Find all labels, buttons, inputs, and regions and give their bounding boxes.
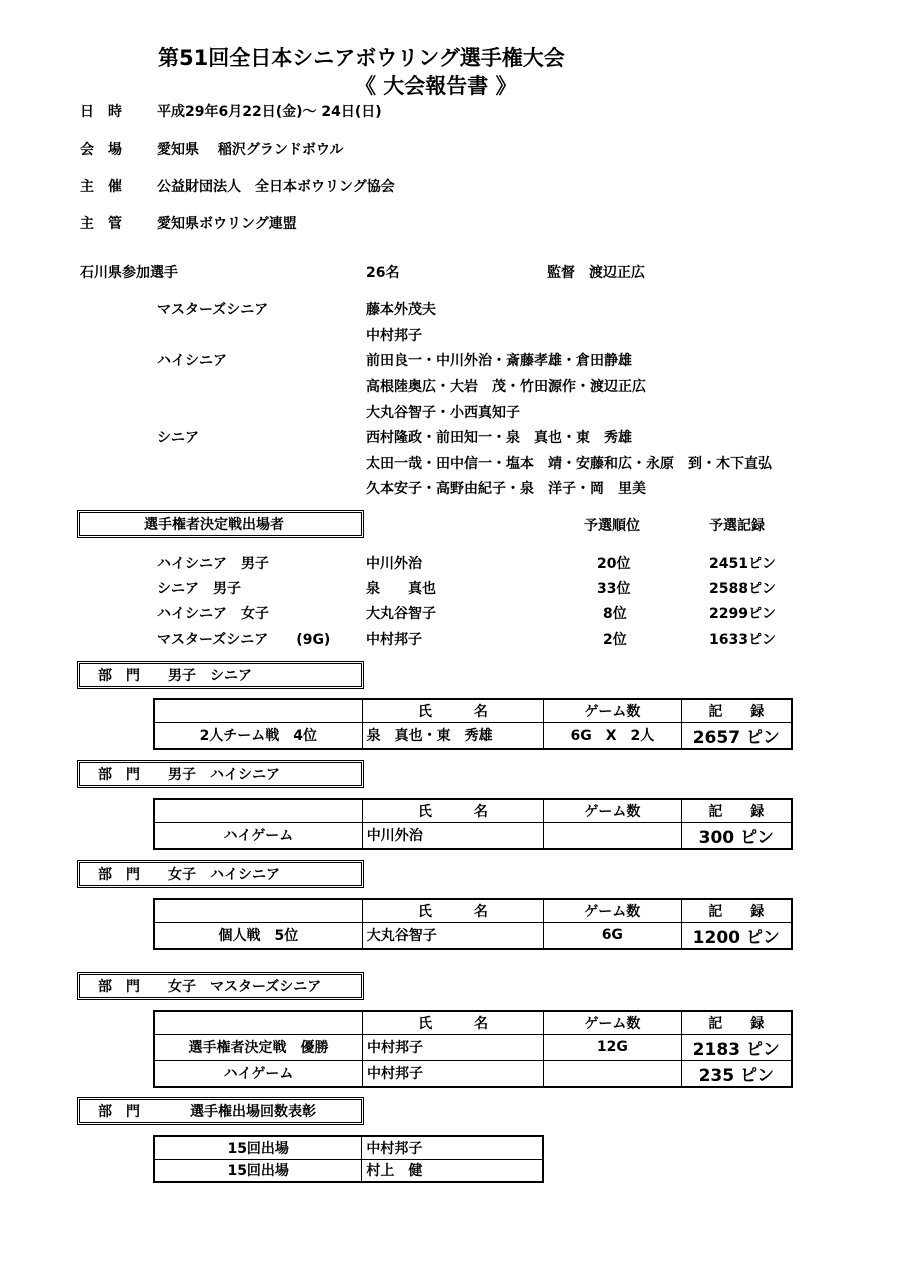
appearance-title-right: 選手権出場回数表彰 (190, 1104, 316, 1120)
finals-division: ハイシニア 女子 (157, 606, 269, 622)
name-cell: 中村邦子 (363, 1060, 544, 1087)
record-cell: 235 ピン (681, 1060, 792, 1087)
section-title-box (77, 860, 364, 888)
info-date-label: 日 時 (80, 104, 122, 120)
header-record: 記 録 (681, 1011, 792, 1034)
record-cell: 2183 ピン (681, 1034, 792, 1060)
group-line: 久本安子・高野由紀子・泉 洋子・岡 里美 (366, 481, 646, 497)
section-title-box (77, 972, 364, 1000)
table-row (154, 922, 792, 949)
header-name: 氏 名 (362, 799, 543, 822)
info-date-value: 平成29年6月22日(金)～ 24日(日) (157, 104, 382, 120)
table-row (154, 1034, 792, 1060)
appearance-table (153, 1135, 544, 1183)
finals-record: 1633ピン (709, 632, 776, 648)
games-cell: 12G (544, 1034, 681, 1060)
finals-division: シニア 男子 (157, 581, 241, 597)
group-name-senior: シニア (157, 430, 199, 446)
finals-rank: 2位 (603, 632, 627, 648)
result-table (153, 698, 793, 750)
header-event-cell (154, 699, 362, 722)
name-cell: 大丸谷智子 (362, 922, 543, 949)
group-line: 中村邦子 (366, 328, 422, 344)
record-cell: 1200 ピン (681, 922, 792, 949)
header-record: 記 録 (681, 899, 792, 922)
finals-rank: 33位 (597, 581, 631, 597)
appearance-title-left: 部 門 (98, 1104, 140, 1120)
info-organizer-label: 主 管 (80, 216, 122, 232)
count-cell: 15回出場 (154, 1159, 362, 1182)
count-cell: 15回出場 (154, 1136, 362, 1159)
finals-record: 2451ピン (709, 556, 776, 572)
section-title: 部 門 男子 ハイシニア (98, 767, 280, 783)
finals-rank: 20位 (597, 556, 631, 572)
event-cell: 個人戦 5位 (154, 922, 362, 949)
header-event-cell (154, 1011, 363, 1034)
table-header-row (154, 699, 792, 722)
finals-name: 泉 真也 (366, 581, 436, 597)
section-title: 部 門 男子 シニア (98, 668, 252, 684)
event-cell: ハイゲーム (154, 1060, 363, 1087)
header-event-cell (154, 899, 362, 922)
section-title-box (77, 661, 364, 689)
result-table (153, 898, 793, 950)
document-subtitle: 《 大会報告書 》 (355, 74, 517, 98)
header-record: 記 録 (681, 699, 792, 722)
table-header-row (154, 899, 792, 922)
games-cell (544, 822, 682, 849)
info-venue-label: 会 場 (80, 142, 122, 158)
name-cell: 中村邦子 (363, 1034, 544, 1060)
event-cell: ハイゲーム (154, 822, 362, 849)
group-line: 高根陸奥広・大岩 茂・竹田源作・渡辺正広 (366, 379, 646, 395)
header-event-cell (154, 799, 362, 822)
section-title-box (77, 760, 364, 788)
table-row (154, 722, 792, 749)
document-title: 第51回全日本シニアボウリング選手権大会 (158, 46, 565, 70)
group-line: 大丸谷智子・小西真知子 (366, 405, 520, 421)
participants-label: 石川県参加選手 (80, 265, 178, 281)
record-cell: 2657 ピン (681, 722, 792, 749)
table-row (154, 1159, 543, 1182)
info-host-label: 主 催 (80, 179, 122, 195)
table-row (154, 1060, 792, 1087)
finals-division: ハイシニア 男子 (157, 556, 269, 572)
finals-name: 中川外治 (366, 556, 422, 572)
games-cell: 6G X 2人 (544, 722, 682, 749)
header-name: 氏 名 (362, 899, 543, 922)
group-line: 西村隆政・前田知一・泉 真也・東 秀雄 (366, 430, 632, 446)
name-cell: 泉 真也・東 秀雄 (362, 722, 544, 749)
table-header-row (154, 1011, 792, 1034)
result-table (153, 798, 793, 850)
header-games: ゲーム数 (544, 799, 682, 822)
event-cell: 2人チーム戦 4位 (154, 722, 362, 749)
finals-record: 2588ピン (709, 581, 776, 597)
finals-header: 選手権者決定戦出場者 (144, 517, 284, 533)
header-games: ゲーム数 (544, 899, 682, 922)
group-line: 太田一哉・田中信一・塩本 靖・安藤和広・永原 到・木下直弘 (366, 456, 772, 472)
finals-col-record: 予選記録 (709, 518, 765, 534)
result-table (153, 1010, 793, 1088)
header-name: 氏 名 (362, 699, 544, 722)
event-cell: 選手権者決定戦 優勝 (154, 1034, 363, 1060)
info-organizer-value: 愛知県ボウリング連盟 (157, 216, 297, 232)
header-games: ゲーム数 (544, 1011, 681, 1034)
finals-header-box (77, 510, 364, 538)
games-cell: 6G (544, 922, 682, 949)
participants-count: 26名 (366, 265, 400, 281)
finals-name: 中村邦子 (366, 632, 422, 648)
finals-rank: 8位 (603, 606, 627, 622)
finals-record: 2299ピン (709, 606, 776, 622)
appearance-title-box (77, 1097, 364, 1125)
games-cell (544, 1060, 681, 1087)
section-title: 部 門 女子 ハイシニア (98, 867, 280, 883)
group-name-masters: マスターズシニア (157, 302, 269, 318)
finals-col-rank: 予選順位 (584, 518, 640, 534)
name-cell: 中村邦子 (362, 1136, 543, 1159)
info-host-value: 公益財団法人 全日本ボウリング協会 (157, 179, 395, 195)
table-row (154, 822, 792, 849)
finals-division: マスターズシニア (9G) (157, 632, 331, 648)
group-line: 前田良一・中川外治・斎藤孝雄・倉田静雄 (366, 353, 632, 369)
table-row (154, 1136, 543, 1159)
group-line: 藤本外茂夫 (366, 302, 436, 318)
group-name-high-senior: ハイシニア (157, 353, 227, 369)
header-record: 記 録 (681, 799, 792, 822)
name-cell: 村上 健 (362, 1159, 543, 1182)
name-cell: 中川外治 (362, 822, 543, 849)
participants-manager: 監督 渡辺正広 (547, 265, 645, 281)
record-cell: 300 ピン (681, 822, 792, 849)
finals-name: 大丸谷智子 (366, 606, 436, 622)
header-name: 氏 名 (363, 1011, 544, 1034)
section-title: 部 門 女子 マスターズシニア (98, 979, 322, 995)
info-venue-value: 愛知県 稲沢グランドボウル (157, 142, 344, 158)
header-games: ゲーム数 (544, 699, 682, 722)
table-header-row (154, 799, 792, 822)
